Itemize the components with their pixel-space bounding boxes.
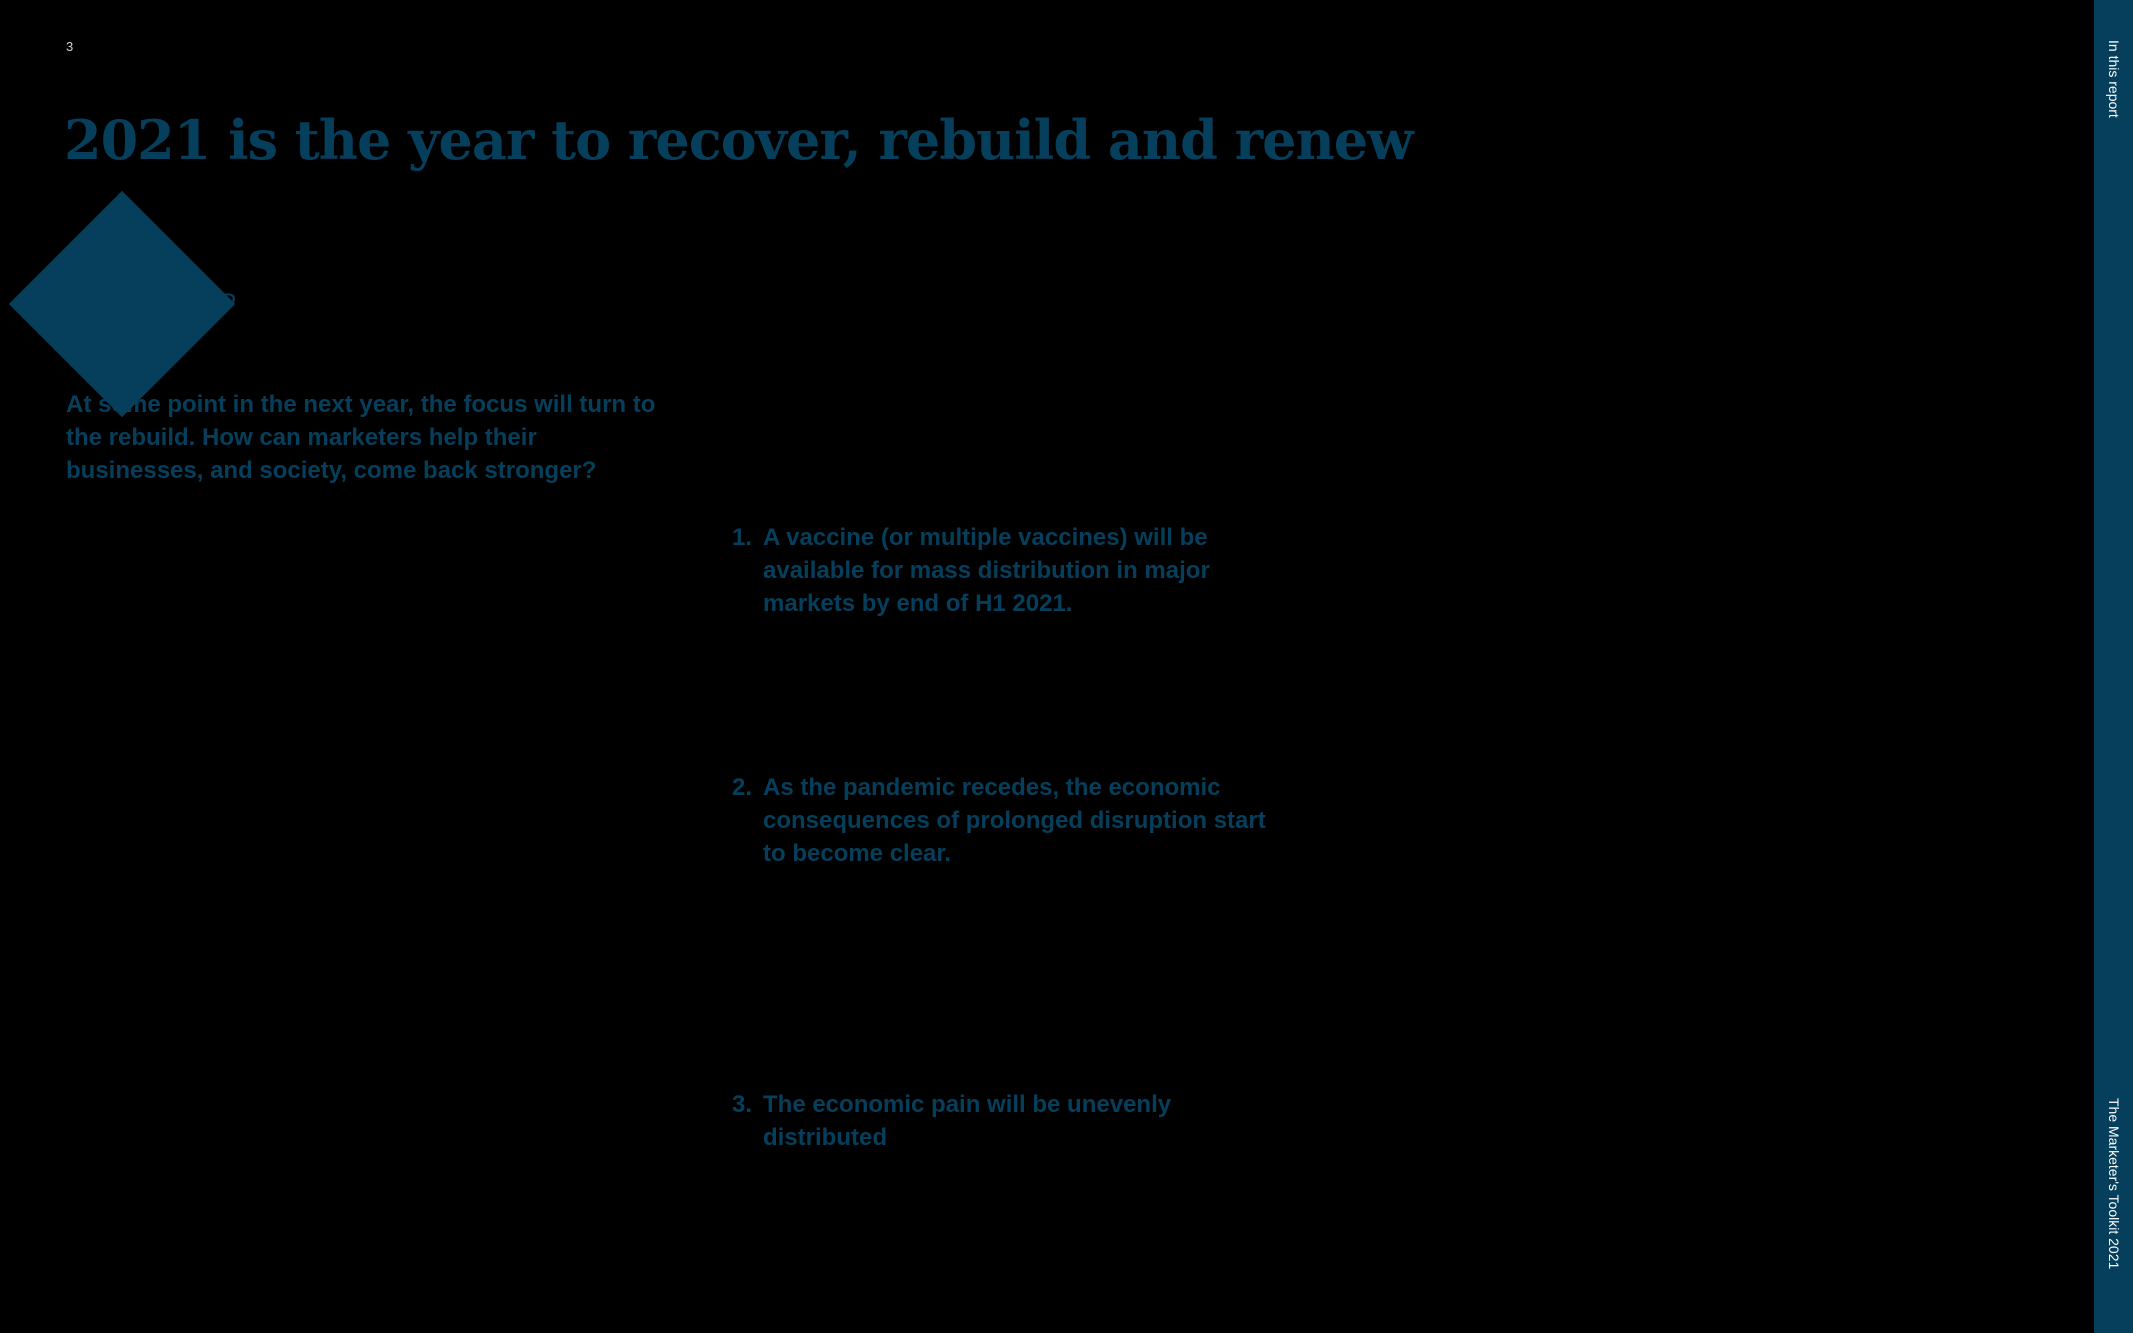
diamond-label: VP bbox=[204, 289, 236, 317]
diamond-graphic bbox=[0, 0, 260, 420]
list-item-number: 3. bbox=[732, 1091, 753, 1118]
list-item-number: 1. bbox=[732, 524, 753, 551]
list-item bbox=[732, 771, 1272, 870]
page-title: 2021 is the year to recover, rebuild and renew bbox=[64, 108, 1413, 172]
sidebar bbox=[2094, 0, 2133, 1333]
report-name-label: The Marketer's Toolkit 2021 bbox=[2106, 1098, 2122, 1270]
list-item-text: The economic pain will be unevenly distributed bbox=[763, 1091, 1172, 1151]
in-this-report-link[interactable]: In this report bbox=[2106, 40, 2122, 118]
page-number: 3 bbox=[66, 39, 74, 54]
diamond-shape bbox=[9, 191, 235, 417]
list-item bbox=[732, 521, 1272, 620]
intro-text: At some point in the next year, the focus will turn to the rebuild. How can marketers help their businesses, and society, come back stronger? bbox=[66, 391, 656, 484]
list-item-number: 2. bbox=[732, 774, 753, 801]
list-item-text: A vaccine (or multiple vaccines) will be available for mass distribution in major markets by end of H1 2021. bbox=[763, 524, 1210, 617]
list-item bbox=[732, 1088, 1272, 1154]
list-item-text: As the pandemic recedes, the economic consequences of prolonged disruption start to become clear. bbox=[763, 774, 1266, 867]
